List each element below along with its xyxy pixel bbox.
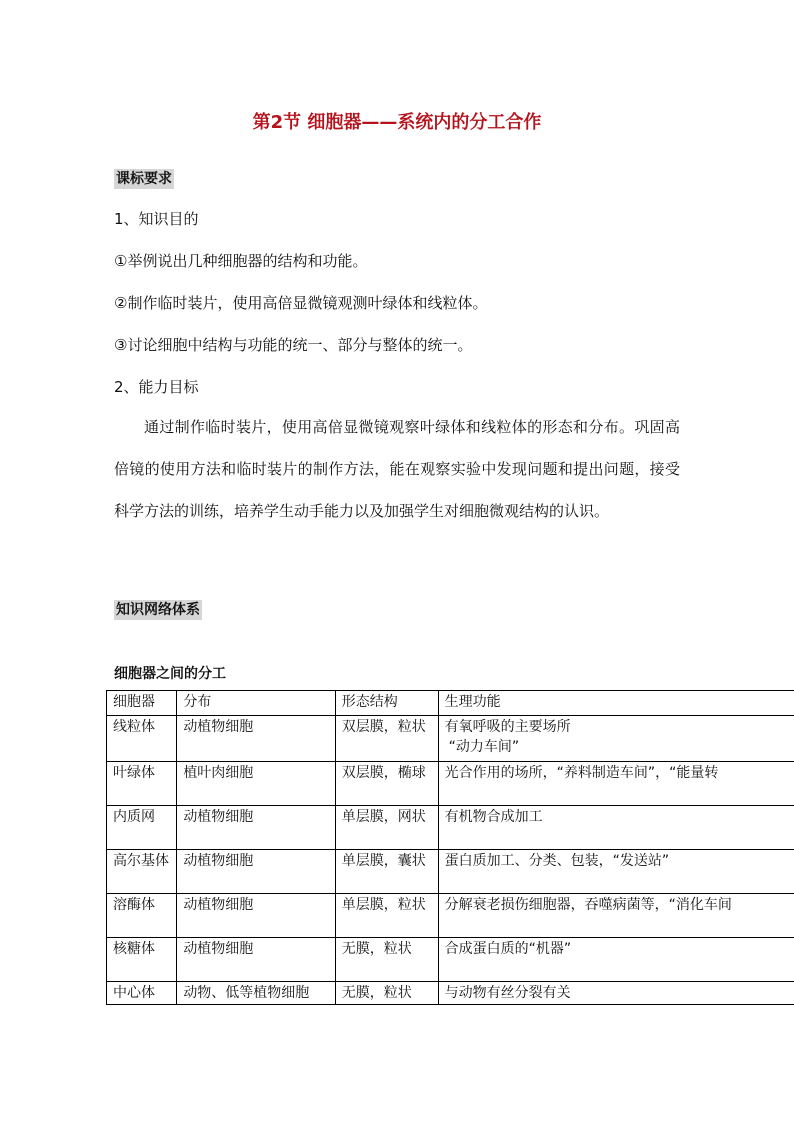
table-header-row (107, 691, 794, 716)
cell-distribution: 动植物细胞 (177, 850, 335, 894)
cell-function-line2: “动力车间” (448, 739, 520, 755)
header-organelle: 细胞器 (107, 691, 177, 716)
cell-organelle: 核糖体 (107, 938, 177, 982)
cell-distribution: 动物、低等植物细胞 (177, 982, 335, 1005)
cell-function: 合成蛋白质的“机器” (438, 938, 794, 982)
knowledge-goal-item-3: ③讨论细胞中结构与功能的统一、部分与整体的统一。 (114, 336, 473, 354)
ability-goal-paragraph: 通过制作临时装片，使用高倍显微镜观察叶绿体和线粒体的形态和分布。巩固高倍镜的使用方法和临时装片的制作方法，能在观察实验中发现问题和提出问题，接受科学方法的训练，培养学生动手能力以及加强学生对细胞微观结构的认识。 (114, 418, 680, 520)
cell-organelle: 线粒体 (107, 716, 177, 762)
cell-function: 有机物合成加工 (438, 806, 794, 850)
ability-goal-label: 2、能力目标 (114, 378, 199, 396)
cell-structure: 单层膜，网状 (335, 806, 438, 850)
cell-function: 与动物有丝分裂有关 (438, 982, 794, 1005)
header-distribution: 分布 (177, 691, 335, 716)
section-heading-requirements: 课标要求 (116, 171, 172, 187)
cell-organelle: 叶绿体 (107, 762, 177, 806)
cell-distribution: 动植物细胞 (177, 806, 335, 850)
cell-distribution: 动植物细胞 (177, 938, 335, 982)
knowledge-goal-label: 1、知识目的 (114, 210, 199, 228)
table-row (107, 894, 794, 938)
cell-function: 分解衰老损伤细胞器，吞噬病菌等，“消化车间 (438, 894, 794, 938)
cell-distribution: 植叶肉细胞 (177, 762, 335, 806)
cell-function: 光合作用的场所，“养料制造车间”，“能量转 (438, 762, 794, 806)
cell-distribution: 动植物细胞 (177, 894, 335, 938)
cell-structure: 单层膜，粒状 (335, 894, 438, 938)
cell-organelle: 高尔基体 (107, 850, 177, 894)
table-row (107, 850, 794, 894)
cell-function: 蛋白质加工、分类、包装，“发送站” (438, 850, 794, 894)
section-heading-network: 知识网络体系 (116, 602, 200, 618)
cell-structure: 双层膜，粒状 (335, 716, 438, 762)
table-row (107, 938, 794, 982)
cell-distribution: 动植物细胞 (177, 716, 335, 762)
header-structure: 形态结构 (335, 691, 438, 716)
cell-organelle: 内质网 (107, 806, 177, 850)
cell-organelle: 中心体 (107, 982, 177, 1005)
cell-structure: 无膜，粒状 (335, 938, 438, 982)
table-row (107, 982, 794, 1005)
organelle-table (106, 690, 794, 1005)
cell-function (438, 716, 794, 762)
page-title: 第2节 细胞器——系统内的分工合作 (252, 112, 542, 133)
table-row (107, 716, 794, 762)
knowledge-goal-item-1: ①举例说出几种细胞器的结构和功能。 (114, 252, 368, 270)
cell-structure: 双层膜，椭球 (335, 762, 438, 806)
cell-organelle: 溶酶体 (107, 894, 177, 938)
knowledge-goal-item-2: ②制作临时装片，使用高倍显微镜观测叶绿体和线粒体。 (114, 294, 488, 312)
cell-structure: 无膜，粒状 (335, 982, 438, 1005)
table-row (107, 762, 794, 806)
table-title: 细胞器之间的分工 (114, 666, 226, 682)
table-row (107, 806, 794, 850)
cell-structure: 单层膜，囊状 (335, 850, 438, 894)
header-function: 生理功能 (438, 691, 794, 716)
cell-function-line1: 有氧呼吸的主要场所 (444, 719, 571, 735)
